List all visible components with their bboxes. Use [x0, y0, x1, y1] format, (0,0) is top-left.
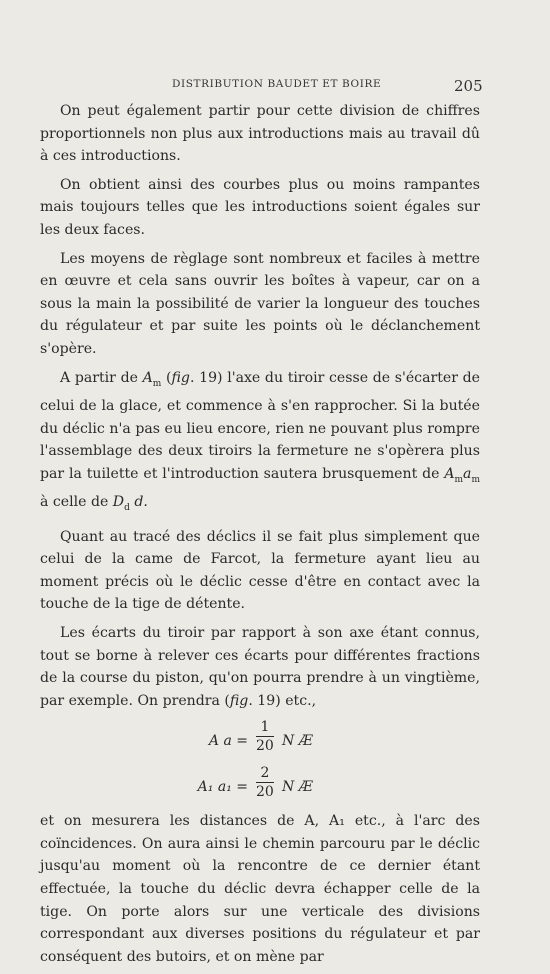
- paragraph-2: On obtient ainsi des courbes plus ou moins rampantes mais toujours telles que les introductions soient égales sur les deux faces.: [40, 176, 480, 238]
- paragraph-6: [40, 622, 480, 712]
- formula-2-equals: =: [231, 779, 248, 796]
- formula-1-lhs-text: A a: [208, 733, 232, 750]
- formula-2-lhs: [198, 776, 248, 799]
- p4-sub-m2: m: [454, 474, 464, 485]
- paragraph-5: Quant au tracé des déclics il se fait plus simplement que celui de la came de Farcot, la fermeture ayant lieu au moment précis où le déclic cesse d'être en contact avec la touche de la tige de détente.: [40, 528, 480, 613]
- p6-part-a: Les écarts du tiroir par rapport à son axe étant connus, tout se borne à relever ces écarts pour différentes fractions de la course du piston, qu'on pourra prendre à un vingtième, par exemple. On prendra (: [40, 624, 480, 709]
- p4-part-e: d.: [129, 494, 148, 511]
- paragraph-1: On peut également partir pour cette division de chiffres proportionnels non plus aux introductions mais au travail dû à ces introductions.: [40, 103, 480, 165]
- p4-part-d: à celle de: [40, 494, 113, 511]
- formula-2-lhs-text: A₁ a₁: [197, 779, 232, 796]
- p4-fig-ref: fig: [171, 369, 190, 386]
- running-head: [0, 78, 550, 98]
- formula-2-rhs: N Æ: [282, 779, 313, 796]
- p4-sub-d: d: [124, 502, 130, 513]
- formula-2-fraction: [256, 764, 274, 801]
- p4-symbol-a-lower: a: [463, 465, 472, 482]
- formula-1-denominator: 20: [256, 738, 274, 755]
- p4-part-c: . 19) l'axe du tiroir cesse de s'écarter de celui de la glace, et commence à s'en rapprocher. Si la butée du déclic n'a pas eu lieu encore, rien ne pouvant plus rompre l'assemblage des deux tiroirs la fermeture ne s'opèrera plus par la tuilette et l'introduction sautera brusquement de: [40, 369, 480, 482]
- p6-fig-ref: fig: [229, 692, 249, 709]
- body-text: [40, 100, 480, 974]
- formula-1-fraction: [256, 718, 274, 755]
- paragraph-3: Les moyens de règlage sont nombreux et faciles à mettre en œuvre et cela sans ouvrir les boîtes à vapeur, car on a sous la main la possibilité de varier la longueur des touches du régulateur et par suite les points où le déclanchement s'opère.: [40, 250, 480, 357]
- p4-symbol-a: A: [142, 369, 153, 386]
- p4-sub-m: m: [152, 378, 162, 389]
- p6-part-b: . 19) etc.,: [248, 692, 317, 709]
- formula-1-equals: =: [231, 733, 248, 750]
- running-title: DISTRIBUTION BAUDET ET BOIRE: [172, 78, 382, 90]
- p4-part-a: A partir de: [60, 369, 143, 386]
- formula-2-numerator: 2: [256, 764, 274, 783]
- p4-sub-m3: m: [471, 474, 480, 485]
- formula-1-lhs: [209, 730, 248, 753]
- formula-2: [40, 764, 480, 810]
- p4-part-b: (: [161, 369, 172, 386]
- formula-1: [40, 718, 480, 764]
- formula-1-numerator: 1: [256, 718, 274, 737]
- paragraph-4: [40, 367, 480, 520]
- page-number: 205: [454, 77, 483, 95]
- paragraph-7: et on mesurera les distances de A, A₁ etc., à l'arc des coïncidences. On aura ainsi le chemin parcouru par le déclic jusqu'au moment où la rencontre de ce dernier étant effectuée, la touche du déclic devra échapper celle de la tige. On porte alors sur une verticale des divisions correspondant aux diverses positions du régulateur et par conséquent des butoirs, et on mène par: [40, 813, 480, 965]
- p4-symbol-am: A: [444, 465, 455, 482]
- formula-2-denominator: 20: [256, 784, 274, 801]
- formula-1-rhs: N Æ: [282, 733, 313, 750]
- p4-symbol-d: D: [112, 494, 125, 511]
